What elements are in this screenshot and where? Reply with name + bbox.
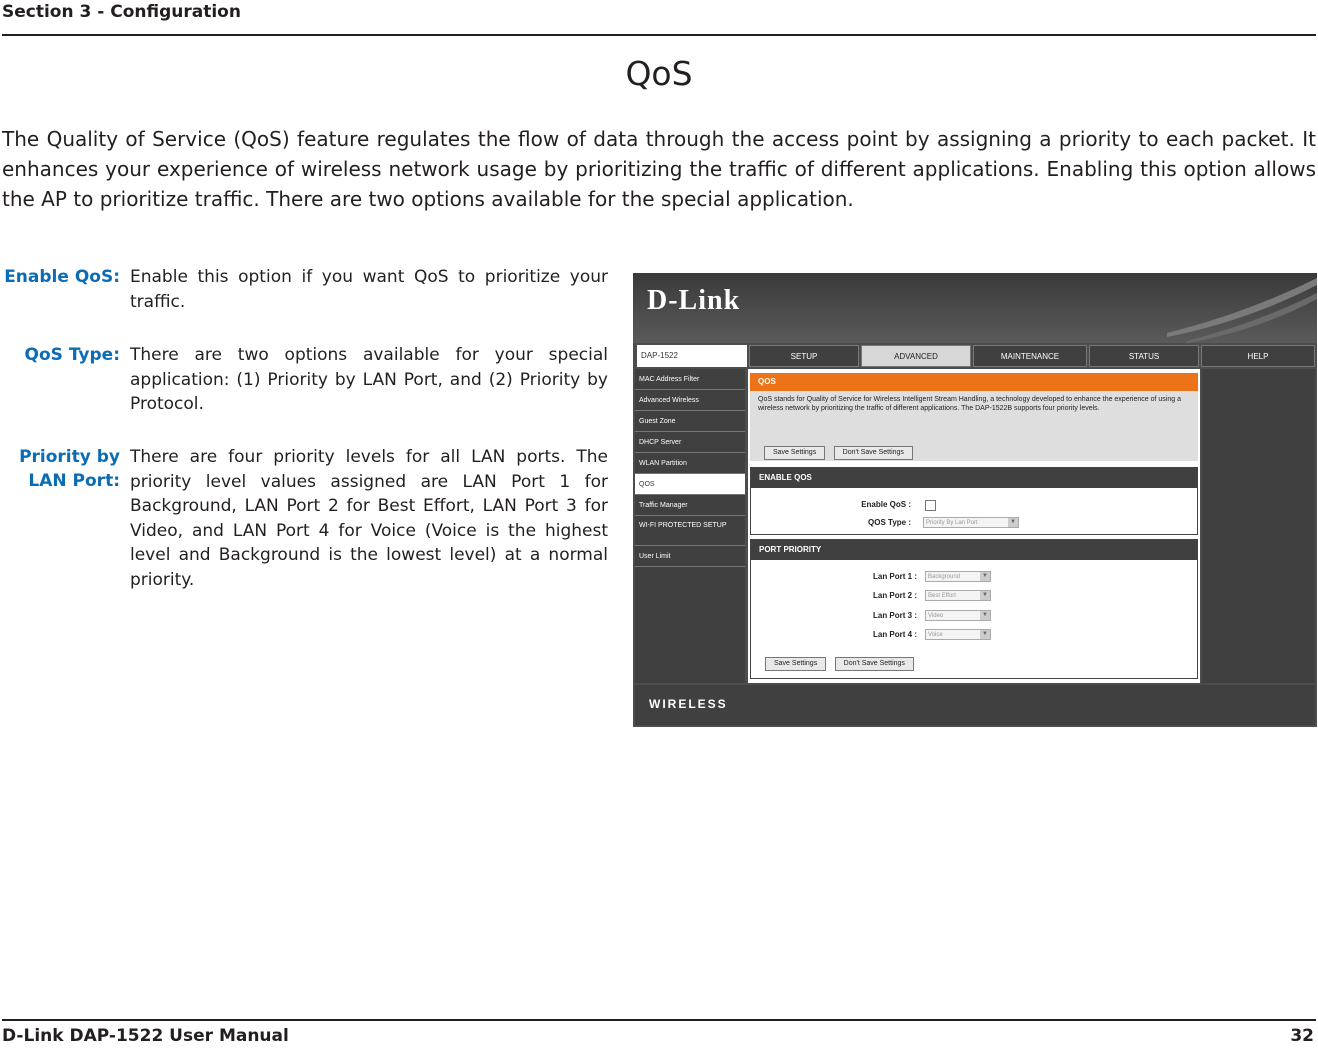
lan-port-1-value: Background (928, 574, 961, 580)
router-nav (635, 345, 1315, 367)
tab-setup[interactable]: SETUP (749, 345, 859, 367)
qos-type-value: Priority By Lan Port (926, 520, 978, 526)
sidebar-item-mac-filter[interactable]: MAC Address Filter (635, 369, 745, 390)
lan-port-3-label: Lan Port 3 : (872, 611, 917, 620)
router-sidebar (635, 369, 745, 683)
tab-help[interactable]: HELP (1201, 345, 1315, 367)
sidebar-item-guest-zone[interactable]: Guest Zone (635, 411, 745, 432)
tab-advanced[interactable]: ADVANCED (861, 345, 971, 367)
router-right-column (1202, 369, 1315, 683)
lan-port-4-value: Voice (928, 632, 943, 638)
tab-maintenance[interactable]: MAINTENANCE (973, 345, 1087, 367)
page-number: 32 (1290, 1026, 1314, 1046)
qos-info-panel (750, 373, 1198, 461)
section-header: Section 3 - Configuration (2, 2, 241, 22)
term-qos-type: QoS Type: (24, 345, 120, 365)
lan-port-1-label: Lan Port 1 : (872, 572, 917, 581)
chevron-down-icon: ▼ (980, 611, 990, 620)
dlink-logo: D-Link (647, 285, 741, 316)
dont-save-settings-button[interactable]: Don't Save Settings (834, 446, 913, 460)
header-rule (2, 34, 1316, 36)
port-priority-section (750, 539, 1198, 679)
qos-info-title: QOS (750, 373, 1198, 391)
port-priority-header: PORT PRIORITY (751, 540, 1197, 560)
desc-priority-by-lan-port: There are four priority levels for all LAN ports. The priority level values assigned are LAN Port 1 for Background, LAN Port 2 for Best Effort, LAN Port 3 for Video, and LAN Port 4 for Voice (Voice is the highest level and Background is the lowest level) at a normal priority. (130, 447, 608, 590)
enable-qos-checkbox[interactable] (925, 500, 936, 511)
lan-port-2-label: Lan Port 2 : (872, 591, 917, 600)
tab-status[interactable]: STATUS (1089, 345, 1199, 367)
lan-port-2-value: Best Effort (928, 593, 956, 599)
model-label: DAP-1522 (637, 345, 747, 367)
desc-qos-type: There are two options available for your special application: (1) Priority by LAN Port, and (2) Priority by Protocol. (130, 345, 608, 414)
router-ui-screenshot (633, 273, 1317, 727)
lan-port-3-select[interactable] (925, 610, 991, 621)
lan-port-4-select[interactable] (925, 629, 991, 640)
router-header (633, 273, 1317, 343)
save-settings-button[interactable]: Save Settings (764, 446, 825, 460)
term-priority-by-lan-port: Priority by LAN Port: (19, 447, 120, 491)
router-main (748, 369, 1200, 683)
term-enable-qos: Enable QoS: (4, 267, 120, 287)
sidebar-item-qos[interactable]: QOS (635, 474, 745, 495)
lan-port-1-select[interactable] (925, 571, 991, 582)
chevron-down-icon: ▼ (980, 572, 990, 581)
desc-enable-qos: Enable this option if you want QoS to prioritize your traffic. (130, 267, 608, 312)
sidebar-item-wps[interactable]: WI-FI PROTECTED SETUP (635, 516, 745, 546)
lan-port-3-value: Video (928, 613, 944, 619)
qos-type-label: QOS Type : (868, 518, 911, 527)
sidebar-item-dhcp-server[interactable]: DHCP Server (635, 432, 745, 453)
page-title: QoS (625, 54, 693, 93)
dont-save-settings-button[interactable]: Don't Save Settings (835, 657, 914, 671)
chevron-down-icon: ▼ (1008, 518, 1018, 527)
sidebar-item-advanced-wireless[interactable]: Advanced Wireless (635, 390, 745, 411)
enable-qos-header: ENABLE QOS (751, 468, 1197, 488)
qos-info-text: QoS stands for Quality of Service for Wireless Intelligent Stream Handling, a technology developed to enhance the experience of using a wireless network by prioritizing the traffic of different applications. The DAP-1522B supports four priority levels. (758, 396, 1181, 412)
sidebar-item-user-limit[interactable]: User Limit (635, 546, 745, 567)
router-footer (635, 685, 1315, 725)
footer-manual-title: D-Link DAP-1522 User Manual (2, 1026, 289, 1046)
enable-qos-label: Enable QoS : (861, 500, 911, 509)
enable-qos-section (750, 467, 1198, 535)
qos-type-select[interactable] (923, 517, 1019, 528)
chevron-down-icon: ▼ (980, 591, 990, 600)
sidebar-item-wlan-partition[interactable]: WLAN Partition (635, 453, 745, 474)
header-swoosh-icon (1167, 273, 1317, 343)
wireless-footer-logo: WIRELESS (649, 697, 728, 711)
save-settings-button[interactable]: Save Settings (765, 657, 826, 671)
intro-paragraph: The Quality of Service (QoS) feature regulates the flow of data through the access point by assigning a priority to each packet. It enhances your experience of wireless network usage by prioritizing the traffic of different applications. Enabling this option allows the AP to prioritize traffic. There are two options available for the special application. (2, 127, 1316, 211)
chevron-down-icon: ▼ (980, 630, 990, 639)
lan-port-2-select[interactable] (925, 590, 991, 601)
lan-port-4-label: Lan Port 4 : (872, 630, 917, 639)
sidebar-item-traffic-manager[interactable]: Traffic Manager (635, 495, 745, 516)
footer-rule (2, 1019, 1316, 1021)
